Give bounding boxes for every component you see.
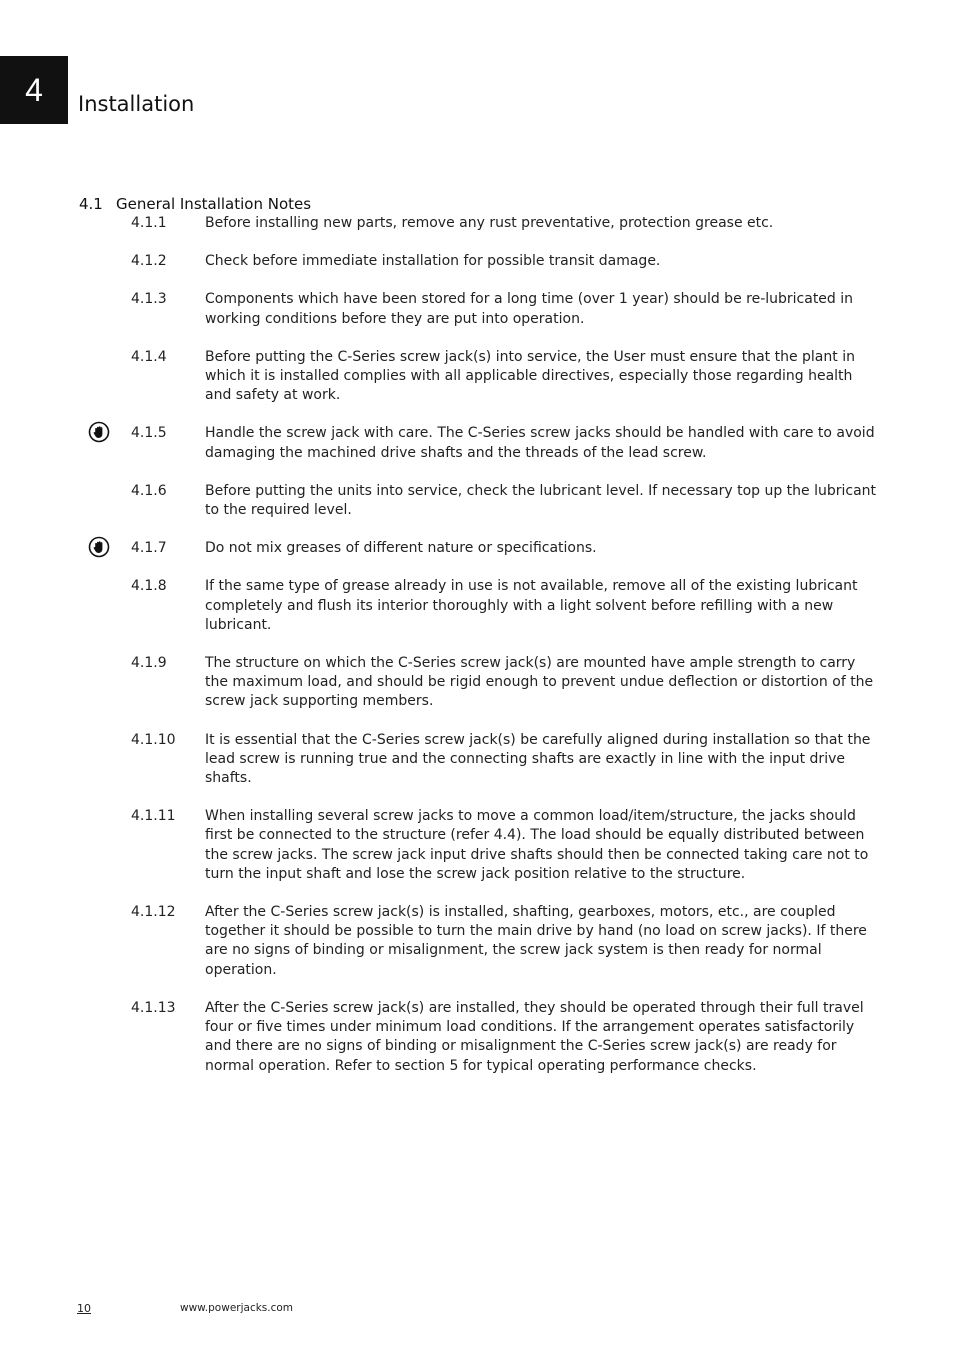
note-item (0, 903, 954, 980)
chapter-title: Installation (78, 92, 195, 116)
note-text: After the C-Series screw jack(s) are installed, they should be operated through their full travel four or five times under minimum load conditions. If the arrangement operates satisfactorily and there are no signs of binding or misalignment the C-Series screw jack(s) are ready for normal operation. Refer to section 5 for typical operating performance checks. (205, 999, 864, 1074)
installation-notes-list (0, 214, 954, 1095)
note-text: The structure on which the C-Series screw jack(s) are mounted have ample strength to carry the maximum load, and should be rigid enough to prevent undue deflection or distortion of the screw jack supporting members. (205, 655, 874, 710)
note-number: 4.1.11 (131, 808, 176, 825)
note-text: When installing several screw jacks to move a common load/item/structure, the jacks should first be connected to the structure (refer 4.4). The load should be equally distributed between the screw jacks. The screw jack input drive shafts should then be connected taking care not to turn the input shaft and lose the screw jack position relative to the structure. (205, 808, 869, 882)
note-number: 4.1.3 (131, 291, 167, 308)
note-number: 4.1.1 (131, 215, 167, 231)
note-text: If the same type of grease already in use is not available, remove all of the existing lubricant completely and flush its interior thoroughly with a light solvent before refilling with a new lubricant. (205, 578, 858, 633)
note-item (0, 290, 954, 328)
hand-warning-icon (88, 421, 110, 443)
note-item (0, 482, 954, 520)
note-item (0, 539, 954, 558)
note-number: 4.1.2 (131, 253, 167, 270)
note-item (0, 731, 954, 789)
note-number: 4.1.7 (131, 540, 167, 557)
chapter-number-box (0, 56, 68, 124)
note-number: 4.1.13 (131, 999, 176, 1016)
note-text: Do not mix greases of different nature or specifications. (205, 540, 597, 557)
note-item (0, 654, 954, 712)
note-item (0, 252, 954, 271)
hand-warning-icon (88, 536, 110, 558)
note-text: Before putting the units into service, check the lubricant level. If necessary top up the lubricant to the required level. (205, 482, 877, 519)
section-number: 4.1 (79, 195, 103, 213)
page-number: 10 (77, 1302, 91, 1315)
note-number: 4.1.9 (131, 655, 167, 672)
footer-url: www.powerjacks.com (180, 1302, 294, 1314)
note-number: 4.1.8 (131, 578, 167, 595)
note-text: It is essential that the C-Series screw jack(s) be carefully aligned during installation so that the lead screw is running true and the connecting shafts are exactly in line with the input drive shafts. (205, 731, 871, 787)
section-heading (79, 195, 311, 213)
note-item (0, 577, 954, 635)
note-item (0, 807, 954, 884)
note-text: Handle the screw jack with care. The C-Series screw jacks should be handled with care to avoid damaging the machined drive shafts and the threads of the lead screw. (205, 425, 875, 461)
note-number: 4.1.10 (131, 731, 176, 748)
note-item (0, 214, 954, 233)
note-item (0, 348, 954, 406)
section-title: General Installation Notes (116, 195, 312, 213)
note-number: 4.1.6 (131, 482, 167, 499)
note-number: 4.1.4 (131, 348, 167, 365)
chapter-number: 4 (25, 71, 43, 108)
note-item (0, 999, 954, 1076)
note-text: Check before immediate installation for possible transit damage. (205, 253, 661, 270)
note-text: After the C-Series screw jack(s) is installed, shafting, gearboxes, motors, etc., are coupled together it should be possible to turn the main drive by hand (no load on screw jacks). If there are no signs of binding or misalignment, the screw jack system is then ready for normal operation. (205, 904, 867, 978)
note-number: 4.1.12 (131, 904, 176, 921)
note-text: Components which have been stored for a long time (over 1 year) should be re-lubricated in working conditions before they are put into operation. (205, 291, 854, 327)
note-item (0, 424, 954, 462)
note-text: Before installing new parts, remove any rust preventative, protection grease etc. (205, 215, 774, 231)
note-number: 4.1.5 (131, 425, 167, 442)
note-text: Before putting the C-Series screw jack(s) into service, the User must ensure that the plant in which it is installed complies with all applicable directives, especially those regarding health and safety at work. (205, 348, 855, 404)
